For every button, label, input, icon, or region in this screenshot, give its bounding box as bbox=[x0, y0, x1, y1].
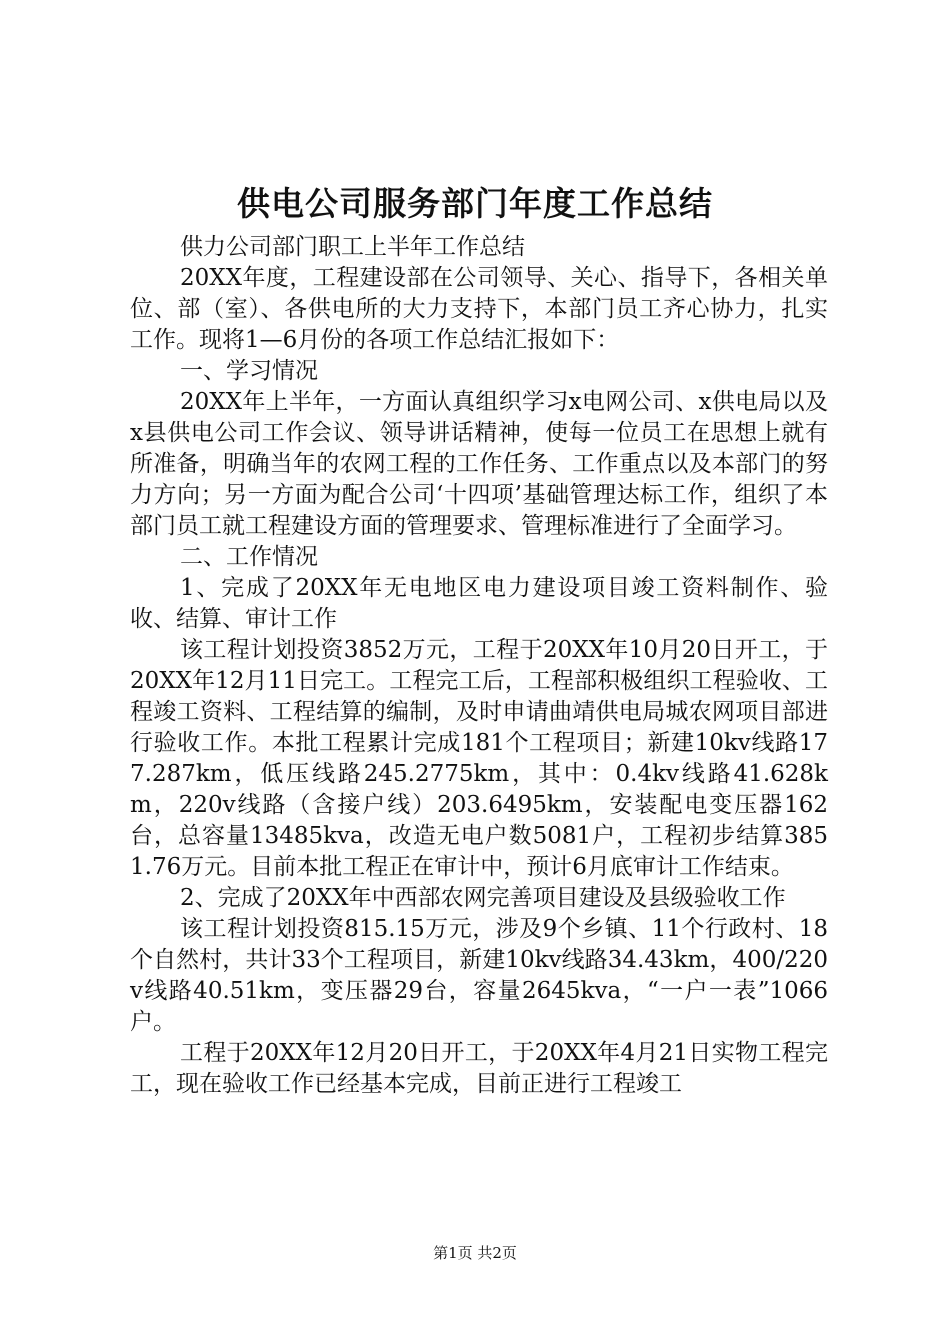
paragraph-subtitle: 供力公司部门职工上半年工作总结 bbox=[180, 234, 525, 260]
paragraph-intro: 20XX年度，工程建设部在公司领导、关心、指导下，各相关单位、部（室）、各供电所的大力支持下，本部门员工齐心协力，扎实工作。现将1—6月份的各项工作总结汇报如下： bbox=[130, 265, 828, 353]
paragraph-item-1: 该工程计划投资3852万元，工程于20XX年10月20日开工，于20XX年12月11日完工。工程完工后，工程部积极组织工程验收、工程竣工资料、工程结算的编制，及时申请曲靖供电局城农网项目部进行验收工作。本批工程累计完成181个工程项目；新建10kv线路177.287km，低压线路245.2775km，其中：0.4kv线路41.628km，220v线路（含接户线）203.6495km，安装配电变压器162台，总容量13485kva，改造无电户数5081户，工程初步结算3851.76万元。目前本批工程正在审计中，预计6月底审计工作结束。 bbox=[130, 637, 828, 880]
document-title: 供电公司服务部门年度工作总结 bbox=[237, 184, 713, 223]
paragraph-study: 20XX年上半年，一方面认真组织学习x电网公司、x供电局以及x县供电公司工作会议、领导讲话精神，使每一位员工在思想上就有所准备，明确当年的农网工程的工作任务、工作重点以及本部门的努力方向；另一方面为配合公司‘十四项’基础管理达标工作，组织了本部门员工就工程建设方面的管理要求、管理标准进行了全面学习。 bbox=[130, 389, 828, 539]
section-heading-work: 二、工作情况 bbox=[180, 544, 318, 570]
paragraph-item-2a: 该工程计划投资815.15万元，涉及9个乡镇、11个行政村、18个自然村，共计33个工程项目，新建10kv线路34.43km，400/220v线路40.51km，变压器29台，容量2645kva，“一户一表”1066户。 bbox=[130, 916, 828, 1035]
document-body bbox=[130, 232, 828, 1100]
paragraph-item-2b: 工程于20XX年12月20日开工，于20XX年4月21日实物工程完工，现在验收工作已经基本完成，目前正进行工程竣工 bbox=[130, 1040, 828, 1097]
item-heading-1: 1、完成了20XX年无电地区电力建设项目竣工资料制作、验收、结算、审计工作 bbox=[130, 575, 828, 632]
page-footer: 第1页 共2页 bbox=[433, 1244, 517, 1262]
item-heading-2: 2、完成了20XX年中西部农网完善项目建设及县级验收工作 bbox=[180, 885, 786, 911]
section-heading-study: 一、学习情况 bbox=[180, 358, 318, 384]
